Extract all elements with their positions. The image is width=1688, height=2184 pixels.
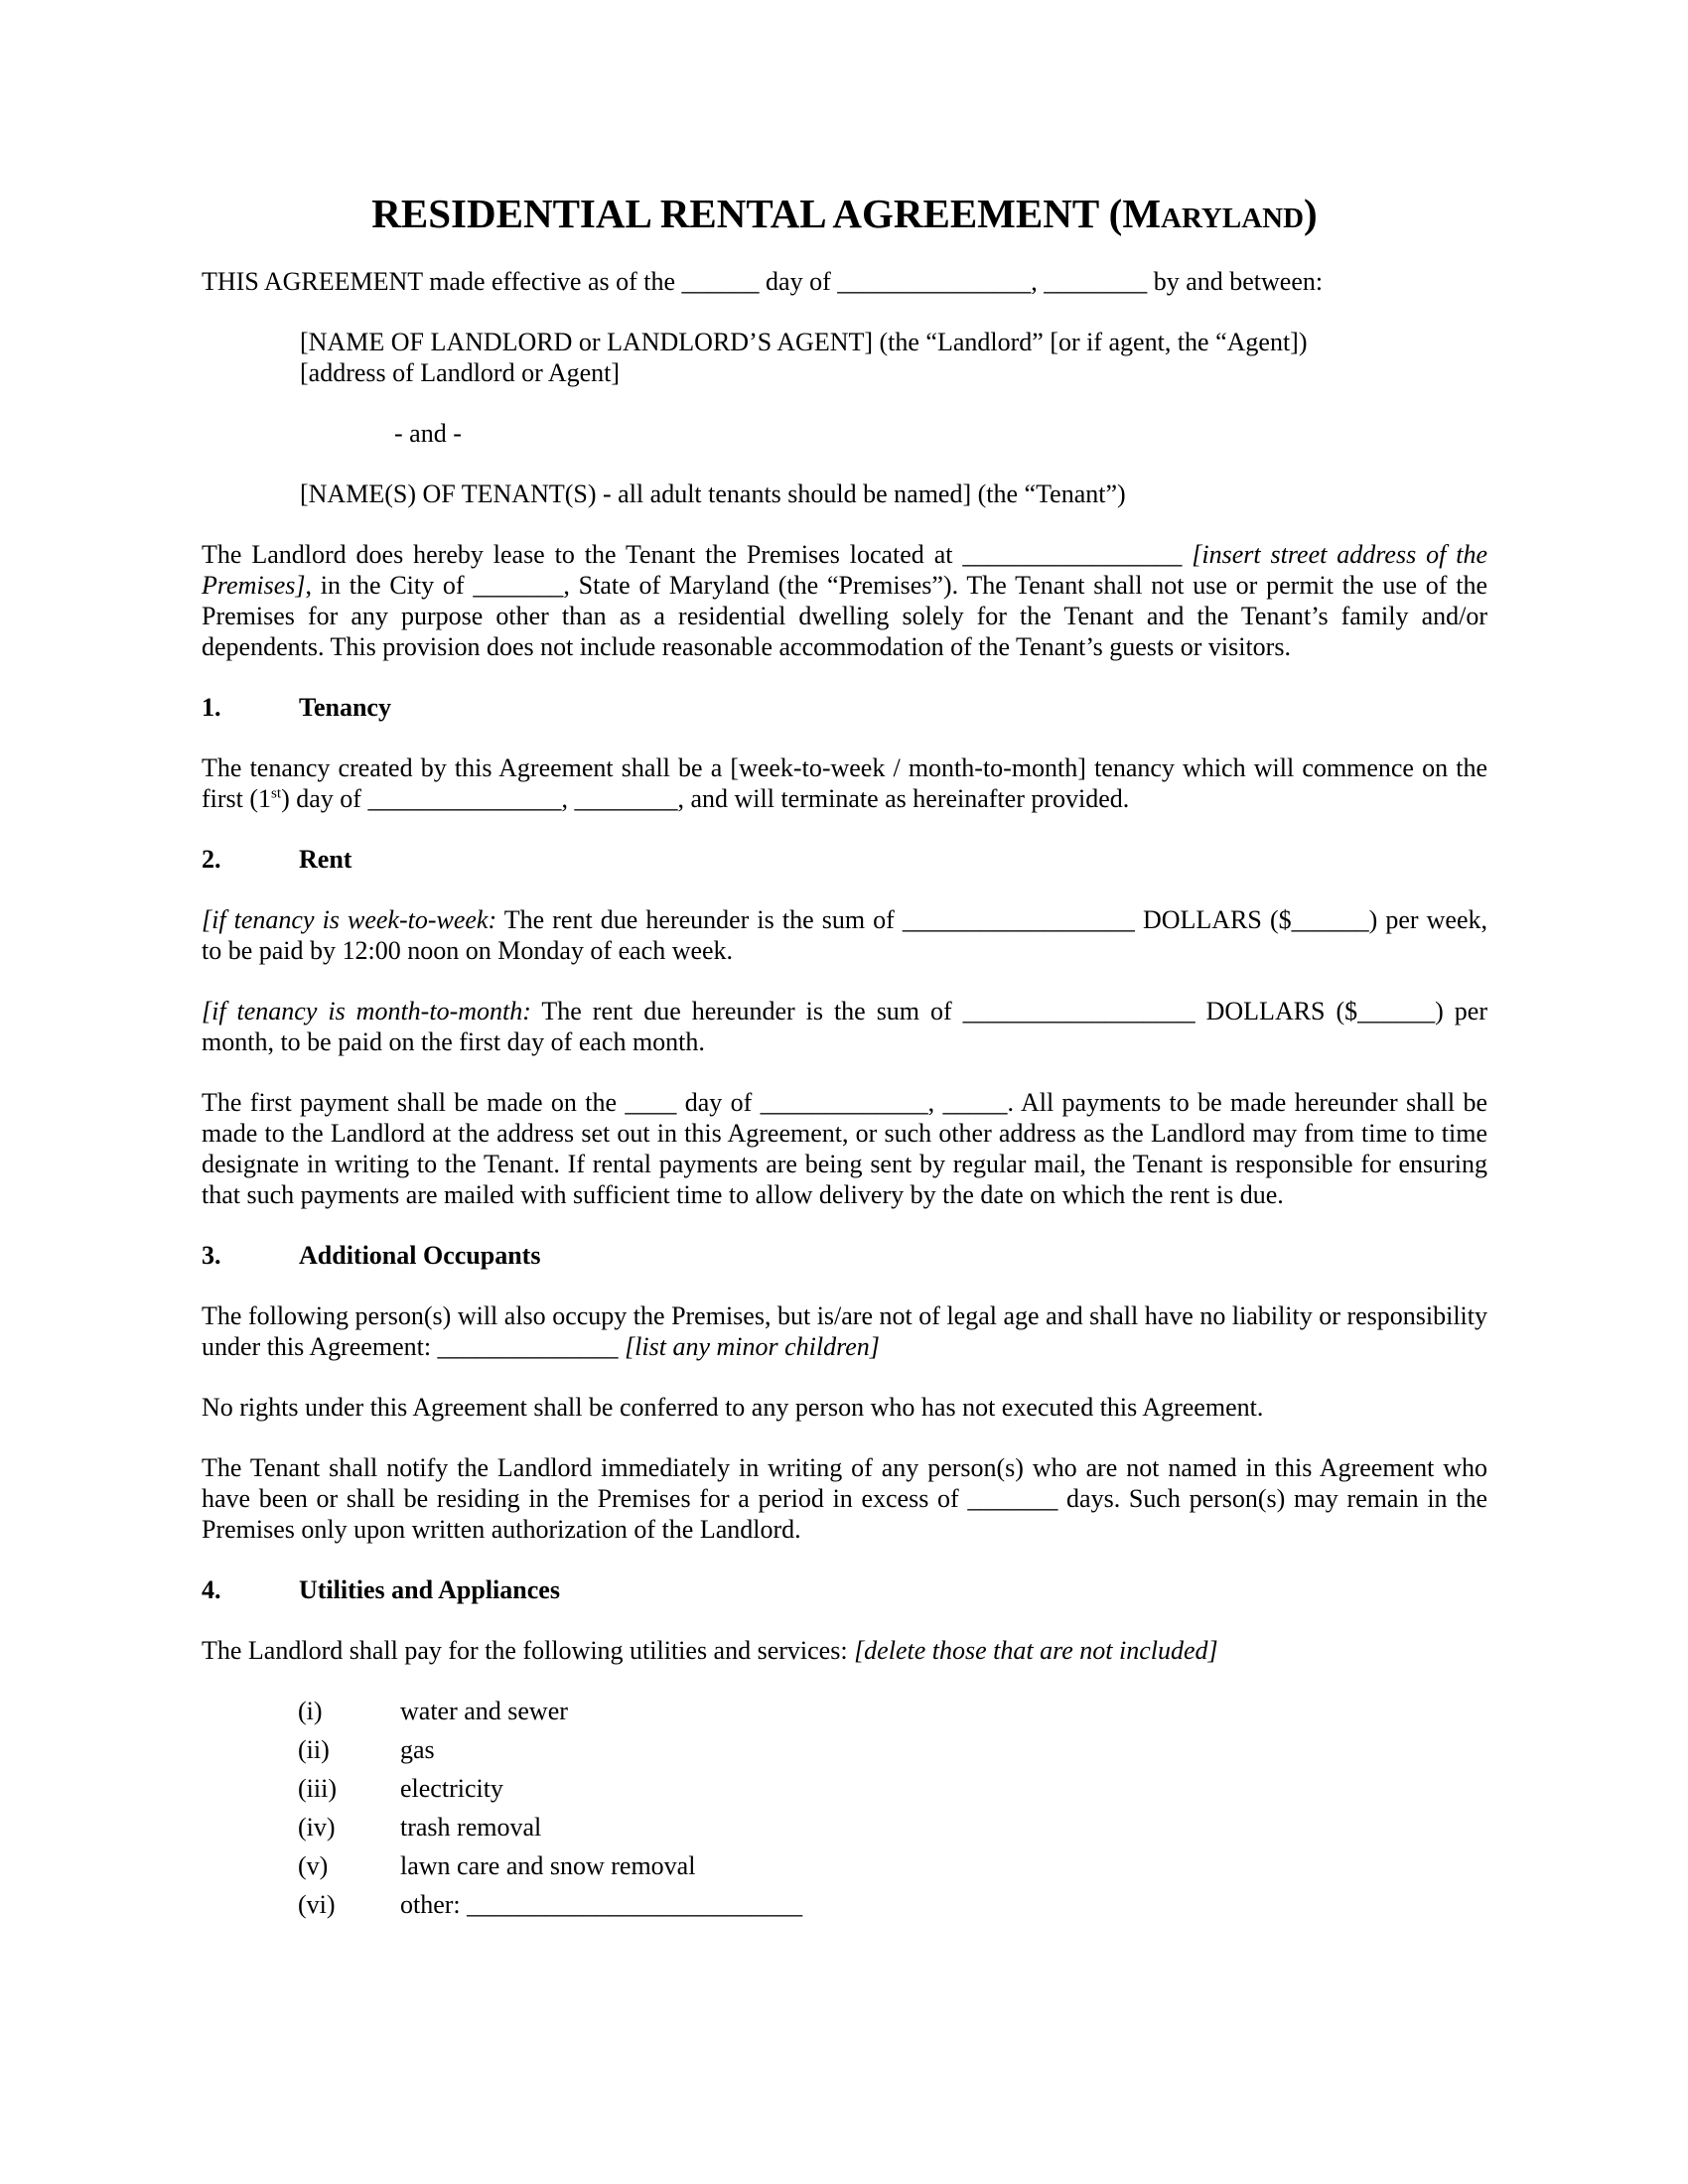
list-item-label xyxy=(400,1850,1487,1881)
text-segment: - and - xyxy=(394,419,462,448)
rent-weekly-paragraph xyxy=(202,904,1487,966)
text-segment: [NAME(S) OF TENANT(S) - all adult tenants should be named] (the “Tenant”) xyxy=(300,479,1126,508)
text-segment: other: __________________________ xyxy=(400,1890,803,1919)
italic-text: [insert street address of the Premises] xyxy=(202,540,1487,600)
list-item xyxy=(298,1773,1487,1804)
text-segment: The rent due hereunder is the sum of __________________ DOLLARS ($______) per week, to be paid by 12:00 noon on Monday of each week. xyxy=(202,905,1487,965)
list-item xyxy=(298,1812,1487,1843)
lease-grant-paragraph xyxy=(202,539,1487,662)
list-item-number: (i) xyxy=(298,1697,323,1725)
section-title: Additional Occupants xyxy=(299,1241,541,1270)
text-segment: THIS AGREEMENT made effective as of the ______ day of _______________, ________ by and between: xyxy=(202,267,1324,296)
smallcaps-text: Maryland xyxy=(1122,191,1305,236)
text-segment: gas xyxy=(400,1735,435,1764)
text-segment: lawn care and snow removal xyxy=(400,1851,696,1880)
list-item-label xyxy=(400,1696,1487,1726)
text-segment: , in the City of _______, State of Maryland (the “Premises”). The Tenant shall not use or permit the use of the Premises for any purpose other than as a residential dwelling solely for the Tenant and the Tenant’s family and/or dependents. This provision does not include reasonable accommodation of the Tenant’s guests or visitors. xyxy=(202,571,1487,661)
notify-landlord-paragraph xyxy=(202,1452,1487,1545)
text-segment: [NAME OF LANDLORD or LANDLORD’S AGENT] (the “Landlord” [or if agent, the “Agent]) xyxy=(300,328,1308,356)
text-segment: The tenancy created by this Agreement shall be a [week-to-week / month-to-month] tenancy which will commence on the first (1 xyxy=(202,753,1487,813)
section-heading xyxy=(202,1574,1487,1605)
no-rights-paragraph xyxy=(202,1392,1487,1423)
list-item-label xyxy=(400,1773,1487,1804)
section-number: 1. xyxy=(202,693,221,722)
text-segment: The rent due hereunder is the sum of __________________ DOLLARS ($______) per month, to be paid on the first day of each month. xyxy=(202,997,1487,1056)
section-number: 3. xyxy=(202,1241,221,1270)
text-segment: The first payment shall be made on the ____ day of _____________, _____. All payments to be made hereunder shall be made to the Landlord at the address set out in this Agreement, or such other address as the Landlord may from time to time designate in writing to the Tenant. If rental payments are being sent by regular mail, the Tenant is responsible for ensuring that such payments are mailed with sufficient time to allow delivery by the date on which the rent is due. xyxy=(202,1088,1487,1209)
section-title: Rent xyxy=(299,845,352,874)
and-separator xyxy=(394,418,1487,449)
document-body xyxy=(202,266,1487,1920)
list-item xyxy=(298,1889,1487,1920)
section-heading xyxy=(202,1240,1487,1271)
list-item-number: (ii) xyxy=(298,1735,330,1764)
rent-monthly-paragraph xyxy=(202,996,1487,1057)
text-segment: The Tenant shall notify the Landlord immediately in writing of any person(s) who are not named in this Agreement who have been or shall be residing in the Premises for a period in excess of _______ days. Such person(s) may remain in the Premises only upon written authorization of the Landlord. xyxy=(202,1453,1487,1544)
list-item-number: (iv) xyxy=(298,1813,336,1842)
landlord-address-line xyxy=(300,357,1487,388)
tenant-name-line xyxy=(300,478,1487,509)
italic-text: [delete those that are not included] xyxy=(854,1636,1218,1665)
list-item xyxy=(298,1850,1487,1881)
text-segment: ) xyxy=(1304,191,1318,236)
tenancy-paragraph xyxy=(202,752,1487,814)
italic-text: [if tenancy is month-to-month: xyxy=(202,997,531,1025)
section-title: Utilities and Appliances xyxy=(299,1575,560,1604)
text-segment: No rights under this Agreement shall be conferred to any person who has not executed this Agreement. xyxy=(202,1393,1264,1422)
section-title: Tenancy xyxy=(299,693,391,722)
text-segment: ) day of _______________, ________, and will terminate as hereinafter provided. xyxy=(281,784,1130,813)
text-segment: The Landlord does hereby lease to the Tenant the Premises located at _________________ xyxy=(202,540,1193,569)
document-title xyxy=(202,191,1487,236)
landlord-name-line xyxy=(300,327,1487,357)
text-segment: electricity xyxy=(400,1774,503,1803)
first-payment-paragraph xyxy=(202,1087,1487,1210)
section-heading xyxy=(202,692,1487,723)
additional-occupants-paragraph xyxy=(202,1300,1487,1362)
list-item xyxy=(298,1696,1487,1726)
text-segment: The following person(s) will also occupy the Premises, but is/are not of legal age and shall have no liability or responsibility under this Agreement: ______________ xyxy=(202,1301,1487,1361)
utilities-intro-paragraph xyxy=(202,1635,1487,1666)
section-heading xyxy=(202,844,1487,875)
section-number: 2. xyxy=(202,845,221,874)
text-segment: The Landlord shall pay for the following utilities and services: xyxy=(202,1636,855,1665)
list-item-label xyxy=(400,1889,1487,1920)
text-segment: [address of Landlord or Agent] xyxy=(300,358,621,387)
list-item-number: (vi) xyxy=(298,1890,336,1919)
list-item-label xyxy=(400,1812,1487,1843)
intro-paragraph xyxy=(202,266,1487,297)
text-segment: RESIDENTIAL RENTAL AGREEMENT ( xyxy=(371,191,1123,236)
list-item xyxy=(298,1734,1487,1765)
list-item-number: (v) xyxy=(298,1851,329,1880)
section-number: 4. xyxy=(202,1575,221,1604)
list-item-label xyxy=(400,1734,1487,1765)
italic-text: [list any minor children] xyxy=(625,1332,880,1361)
text-segment: trash removal xyxy=(400,1813,542,1842)
superscript-text: st xyxy=(271,785,282,802)
list-item-number: (iii) xyxy=(298,1774,337,1803)
italic-text: [if tenancy is week-to-week: xyxy=(202,905,497,934)
text-segment: water and sewer xyxy=(400,1697,568,1725)
